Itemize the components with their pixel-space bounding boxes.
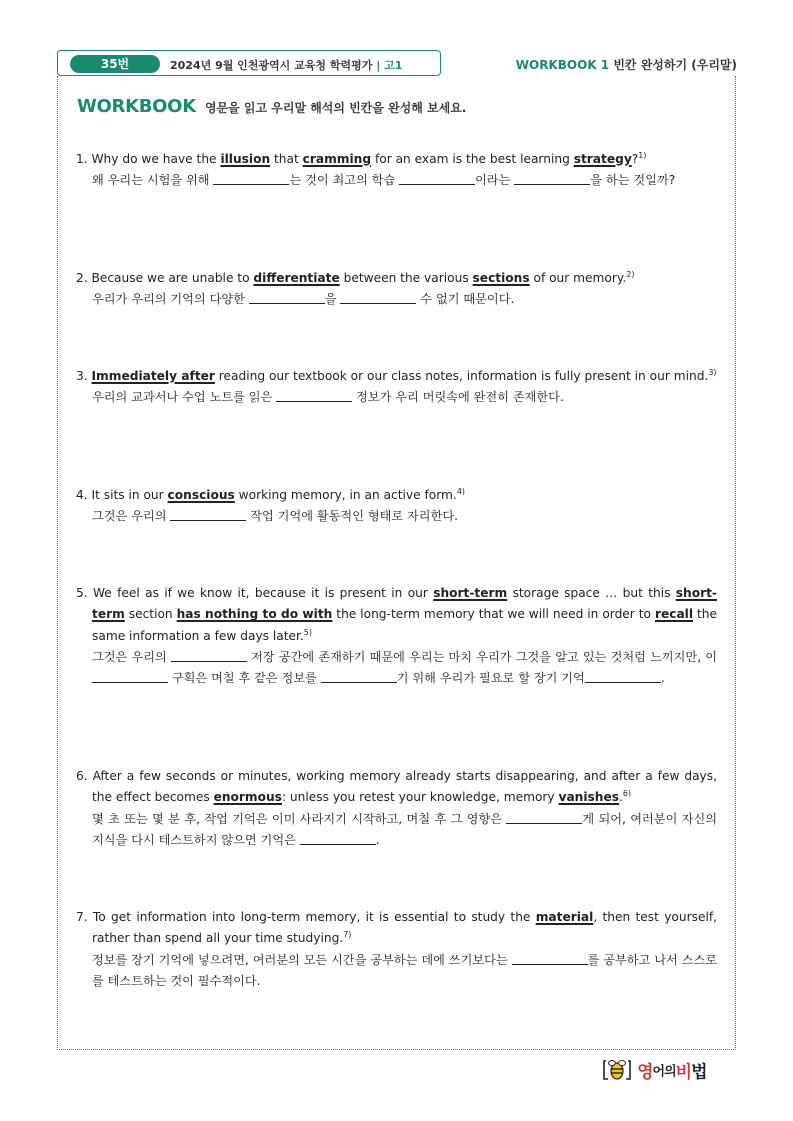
keyword: Immediately after xyxy=(91,369,215,383)
answer-blank[interactable] xyxy=(321,670,397,683)
keyword: short-term xyxy=(433,586,508,600)
answer-blank[interactable] xyxy=(506,811,582,824)
answer-blank[interactable] xyxy=(276,389,352,402)
bee-icon xyxy=(602,1057,632,1083)
section-subtitle: 빈칸 완성하기 (우리말) xyxy=(613,58,737,72)
exercise-item-7 xyxy=(76,907,717,992)
workbook-label: WORKBOOK xyxy=(77,96,196,117)
logo-text-3: 비 xyxy=(675,1062,692,1083)
english-sentence: 3. Immediately after reading our textbook or our class notes, information is fully present in our mind.$^{3)}$ xyxy=(76,368,717,383)
keyword: cramming xyxy=(302,152,372,166)
footnote-ref: 2) xyxy=(626,270,635,279)
english-sentence: 5. We feel as if we know it, because it is present in our short-term storage space … but this short-term section has nothing to do with the long-term memory that we will need in order to recall the same information a few days later.$^{5)}$ xyxy=(76,586,717,643)
workbook-instruction: 영문을 읽고 우리말 해석의 빈칸을 완성해 보세요. xyxy=(204,101,467,115)
answer-blank[interactable] xyxy=(514,172,590,185)
keyword: conscious xyxy=(167,488,235,502)
answer-blank[interactable] xyxy=(92,670,168,683)
question-number-badge: 35번 xyxy=(70,55,160,73)
logo-text-2: 어의 xyxy=(652,1064,676,1080)
keyword: strategy xyxy=(573,152,632,166)
korean-translation: 왜 우리는 시험을 위해 는 것이 최고의 학습 이라는 을 하는 것일까? xyxy=(92,173,676,188)
keyword: material xyxy=(535,910,594,924)
answer-blank[interactable] xyxy=(340,291,416,304)
english-sentence: 1. Why do we have the illusion that cramming for an exam is the best learning strategy?$^{1)}$ xyxy=(76,151,647,166)
korean-translation: 우리의 교과서나 수업 노트를 읽은 정보가 우리 머릿속에 완전히 존재한다. xyxy=(92,390,564,405)
footnote-ref: 1) xyxy=(638,151,647,160)
english-sentence: 4. It sits in our conscious working memory, in an active form.$^{4)}$ xyxy=(76,487,466,502)
exercise-item-4 xyxy=(76,485,717,528)
footnote-ref: 3) xyxy=(708,368,717,377)
answer-blank[interactable] xyxy=(585,670,661,683)
korean-translation: 정보를 장기 기억에 넣으려면, 여러분의 모든 시간을 공부하는 데에 쓰기보다는 를 공부하고 나서 스스로를 테스트하는 것이 필수적이다. xyxy=(92,952,717,988)
footnote-ref: 6) xyxy=(622,789,632,799)
exercise-item-2 xyxy=(76,268,717,311)
exam-grade: 고1 xyxy=(384,59,403,72)
answer-blank[interactable] xyxy=(300,832,376,845)
footnote-ref: 7) xyxy=(343,930,352,940)
answer-blank[interactable] xyxy=(213,172,289,185)
footnote-ref: 5) xyxy=(303,627,313,637)
keyword: sections xyxy=(472,271,530,285)
workbook-heading xyxy=(77,96,466,117)
keyword: enormous xyxy=(213,790,282,805)
footnote-ref: 4) xyxy=(456,487,466,496)
brand-logo xyxy=(602,1057,707,1083)
keyword: vanishes xyxy=(558,790,619,805)
keyword: illusion xyxy=(220,152,271,166)
answer-blank[interactable] xyxy=(171,649,247,662)
exam-separator: | xyxy=(376,59,381,72)
korean-translation: 그것은 우리의 저장 공간에 존재하기 때문에 우리는 마치 우리가 그것을 알고 있는 것처럼 느끼지만, 이 구획은 며칠 후 같은 정보를 기 위해 우리가 필요로 할 장기 기억 . xyxy=(92,649,718,686)
exercise-item-3 xyxy=(76,366,717,409)
korean-translation: 몇 초 또는 몇 분 후, 작업 기억은 이미 사라지기 시작하고, 며칠 후 그 영향은 게 되어, 여러분이 자신의 지식을 다시 테스트하지 않으면 기억은 . xyxy=(92,811,718,847)
keyword: short-term xyxy=(92,586,717,622)
korean-translation: 우리가 우리의 기억의 다양한 을 수 없기 때문이다. xyxy=(92,292,515,307)
korean-translation: 그것은 우리의 작업 기억에 활동적인 형태로 자리한다. xyxy=(92,509,459,524)
content-frame xyxy=(57,76,736,1050)
answer-blank[interactable] xyxy=(249,291,325,304)
exercise-item-6 xyxy=(76,766,717,851)
exercise-item-1 xyxy=(76,149,717,192)
section-workbook-label: WORKBOOK 1 xyxy=(515,58,610,72)
answer-blank[interactable] xyxy=(170,508,246,521)
exam-title: 2024년 9월 인천광역시 교육청 학력평가 xyxy=(170,59,373,72)
answer-blank[interactable] xyxy=(399,172,475,185)
exercise-item-5 xyxy=(76,583,717,689)
answer-blank[interactable] xyxy=(512,952,588,965)
english-sentence: 6. After a few seconds or minutes, working memory already starts disappearing, and after a few days, the effect becomes enormous: unless you retest your knowledge, memory vanishes.$^{6)}$ xyxy=(76,769,717,805)
logo-text-4: 법 xyxy=(691,1062,707,1083)
keyword: recall xyxy=(654,607,694,622)
section-title xyxy=(516,56,737,73)
keyword: has nothing to do with xyxy=(176,607,333,622)
keyword: differentiate xyxy=(253,271,340,285)
logo-text-1: 영 xyxy=(637,1062,653,1083)
exam-info xyxy=(170,57,402,73)
english-sentence: 7. To get information into long-term memory, it is essential to study the material, then test yourself, rather than spend all your time studying.$^{7)}$ xyxy=(76,910,717,946)
english-sentence: 2. Because we are unable to differentiate between the various sections of our memory.$^{2)}$ xyxy=(76,270,635,285)
